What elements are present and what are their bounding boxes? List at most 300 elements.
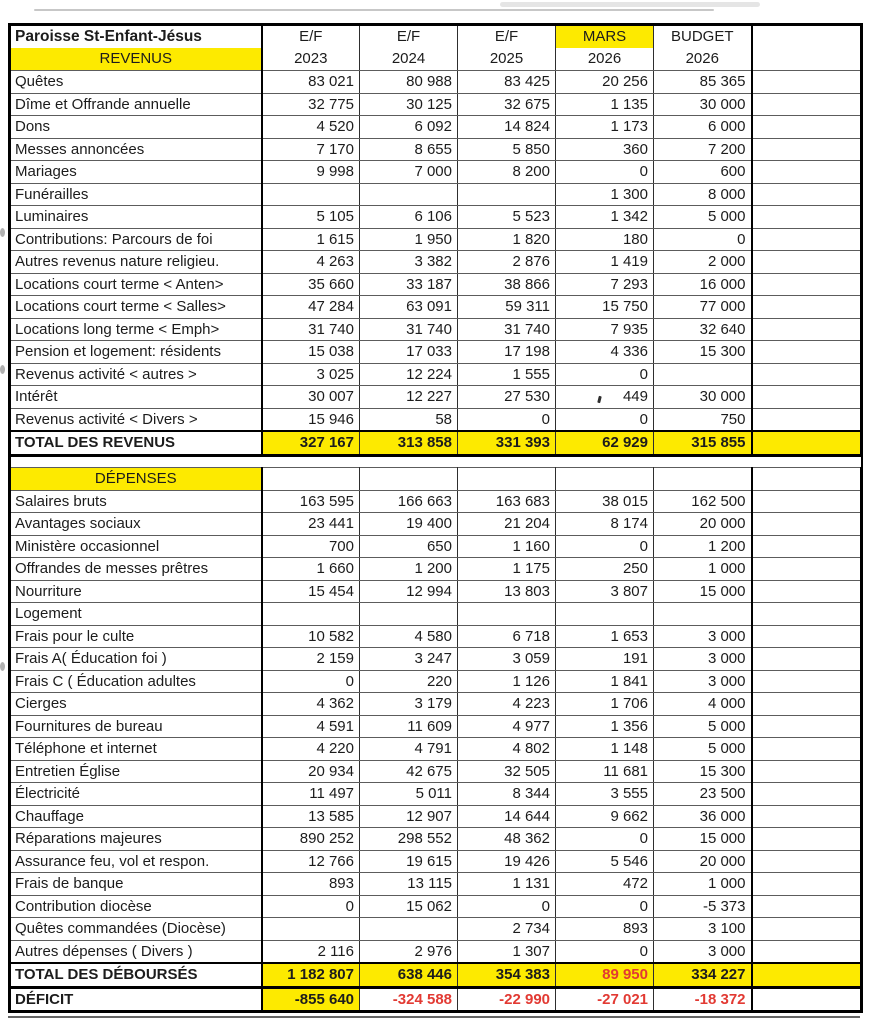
row-label: Intérêt [10, 386, 262, 409]
cell-mars-2026: 1 342 [556, 206, 654, 229]
table-row [10, 183, 862, 206]
table-row [10, 318, 862, 341]
cell-budget-2026: 5 000 [654, 206, 752, 229]
row-label: Dîme et Offrande annuelle [10, 93, 262, 116]
cell-empty [752, 273, 862, 296]
cell-ef-2024: 12 227 [360, 386, 458, 409]
row-label: Luminaires [10, 206, 262, 229]
cell-mars-2026: 0 [556, 895, 654, 918]
row-label: Locations court terme < Anten> [10, 273, 262, 296]
cell-ef-2025: 354 383 [458, 963, 556, 987]
cell-empty [752, 183, 862, 206]
table-row [10, 940, 862, 963]
table-row [10, 828, 862, 851]
cell-empty [752, 206, 862, 229]
cell-ef-2024: 638 446 [360, 963, 458, 987]
table-body [10, 71, 862, 1012]
org-title: Paroisse St-Enfant-Jésus [15, 28, 202, 45]
table-row [10, 363, 862, 386]
cell-ef-2023: 700 [262, 535, 360, 558]
row-label: Dons [10, 116, 262, 139]
cell-ef-2023 [262, 183, 360, 206]
cell-budget-2026: 4 000 [654, 693, 752, 716]
cell-budget-2026: 3 000 [654, 625, 752, 648]
table-row [10, 760, 862, 783]
table-row [10, 386, 862, 409]
cell-ef-2023: 4 591 [262, 715, 360, 738]
cell-empty [752, 138, 862, 161]
row-label: Électricité [10, 783, 262, 806]
cell-ef-2023: 11 497 [262, 783, 360, 806]
cell-empty [752, 228, 862, 251]
table-row [10, 535, 862, 558]
cell-empty [752, 71, 862, 94]
cell-mars-2026: 20 256 [556, 71, 654, 94]
cell-ef-2024: 1 950 [360, 228, 458, 251]
scan-artifact [34, 9, 714, 11]
row-label: Revenus activité < Divers > [10, 408, 262, 431]
cell-ef-2024: 4 791 [360, 738, 458, 761]
table-row [10, 206, 862, 229]
table-row [10, 895, 862, 918]
cell-ef-2025: 2 734 [458, 918, 556, 941]
cell-empty [752, 161, 862, 184]
cell-mars-2026: 11 681 [556, 760, 654, 783]
cell-empty [752, 341, 862, 364]
cell-ef-2023: 83 021 [262, 71, 360, 94]
row-label: Téléphone et internet [10, 738, 262, 761]
table-row [10, 161, 862, 184]
row-label: Revenus activité < autres > [10, 363, 262, 386]
cell-mars-2026 [556, 603, 654, 626]
cell-ef-2025: 17 198 [458, 341, 556, 364]
row-label: Salaires bruts [10, 490, 262, 513]
budget-sheet [8, 23, 863, 1018]
cell-empty [752, 760, 862, 783]
table-row [10, 273, 862, 296]
cell-budget-2026: 77 000 [654, 296, 752, 319]
table-bottom-rule [8, 1016, 860, 1018]
cell-ef-2024 [360, 467, 458, 490]
cell-mars-2026: 180 [556, 228, 654, 251]
cell-ef-2025: 21 204 [458, 513, 556, 536]
cell-ef-2023: 15 946 [262, 408, 360, 431]
cell-ef-2023 [262, 467, 360, 490]
cell-ef-2023: 32 775 [262, 93, 360, 116]
cell-empty [752, 625, 862, 648]
cell-budget-2026: 16 000 [654, 273, 752, 296]
cell-ef-2023: 31 740 [262, 318, 360, 341]
cell-ef-2024: 3 179 [360, 693, 458, 716]
cell-budget-2026: 7 200 [654, 138, 752, 161]
row-label: Contributions: Parcours de foi [10, 228, 262, 251]
cell-ef-2024: 220 [360, 670, 458, 693]
row-label: Locations long terme < Emph> [10, 318, 262, 341]
row-label: Quêtes [10, 71, 262, 94]
col-header-ef-2025: E/F 2025 [458, 25, 556, 71]
cell-budget-2026: 3 100 [654, 918, 752, 941]
col-header-ef-2023: E/F 2023 [262, 25, 360, 71]
cell-empty [752, 850, 862, 873]
cell-ef-2024: 1 200 [360, 558, 458, 581]
cell-mars-2026: 1 841 [556, 670, 654, 693]
revenus-section-label: REVENUS [11, 48, 261, 70]
table-row [10, 71, 862, 94]
cell-ef-2025: 2 876 [458, 251, 556, 274]
table-row [10, 873, 862, 896]
cell-ef-2024: 19 400 [360, 513, 458, 536]
cell-budget-2026: 32 640 [654, 318, 752, 341]
cell-ef-2025: 5 850 [458, 138, 556, 161]
cell-mars-2026: 0 [556, 940, 654, 963]
cell-budget-2026: 36 000 [654, 805, 752, 828]
cell-ef-2023: 893 [262, 873, 360, 896]
cell-empty [752, 738, 862, 761]
cell-ef-2024 [360, 603, 458, 626]
row-label: Offrandes de messes prêtres [10, 558, 262, 581]
row-label: TOTAL DES DÉBOURSÉS [10, 963, 262, 987]
cell-empty [752, 603, 862, 626]
cell-budget-2026: 3 000 [654, 648, 752, 671]
cell-mars-2026: 1 419 [556, 251, 654, 274]
cell-ef-2025: 59 311 [458, 296, 556, 319]
cell-ef-2025: 0 [458, 895, 556, 918]
cell-ef-2024: 5 011 [360, 783, 458, 806]
row-label: Logement [10, 603, 262, 626]
cell-ef-2025: 32 675 [458, 93, 556, 116]
cell-empty [752, 895, 862, 918]
row-label: Mariages [10, 161, 262, 184]
cell-ef-2023: 4 520 [262, 116, 360, 139]
col-header-mars-2026: MARS 2026 [556, 25, 654, 71]
cell-empty [752, 963, 862, 987]
cell-budget-2026: 20 000 [654, 513, 752, 536]
cell-ef-2025: 1 126 [458, 670, 556, 693]
cell-mars-2026: 9 662 [556, 805, 654, 828]
cell-budget-2026: 20 000 [654, 850, 752, 873]
table-row [10, 558, 862, 581]
cell-ef-2024: 6 106 [360, 206, 458, 229]
cell-budget-2026: 600 [654, 161, 752, 184]
table-row [10, 738, 862, 761]
cell-mars-2026: 4 336 [556, 341, 654, 364]
cell-ef-2025 [458, 603, 556, 626]
row-label: Fournitures de bureau [10, 715, 262, 738]
cell-mars-2026: 15 750 [556, 296, 654, 319]
cell-mars-2026: 472 [556, 873, 654, 896]
table-row [10, 513, 862, 536]
cell-mars-2026: -27 021 [556, 987, 654, 1012]
section-gap [10, 455, 862, 467]
cell-ef-2025: 1 307 [458, 940, 556, 963]
table-row [10, 116, 862, 139]
depenses-section-row [10, 467, 862, 490]
cell-ef-2025: 1 820 [458, 228, 556, 251]
cell-ef-2024: 3 247 [360, 648, 458, 671]
cell-mars-2026: 89 950 [556, 963, 654, 987]
cell-ef-2025: -22 990 [458, 987, 556, 1012]
cell-ef-2025: 8 344 [458, 783, 556, 806]
cell-ef-2025: 4 223 [458, 693, 556, 716]
cell-empty [752, 580, 862, 603]
total-debourses-row [10, 963, 862, 987]
row-label: Quêtes commandées (Diocèse) [10, 918, 262, 941]
cell-empty [752, 93, 862, 116]
cell-ef-2023: 1 182 807 [262, 963, 360, 987]
cell-ef-2023: 4 263 [262, 251, 360, 274]
cell-budget-2026: 315 855 [654, 431, 752, 455]
cell-ef-2024: 650 [360, 535, 458, 558]
cell-budget-2026 [654, 467, 752, 490]
cell-ef-2025: 31 740 [458, 318, 556, 341]
row-label: DÉFICIT [10, 987, 262, 1012]
section-gap-cell [10, 455, 862, 467]
table-row [10, 296, 862, 319]
cell-ef-2023: 9 998 [262, 161, 360, 184]
cell-ef-2025: 0 [458, 408, 556, 431]
cell-mars-2026: 893 [556, 918, 654, 941]
row-label: Autres revenus nature religieu. [10, 251, 262, 274]
cell-empty [752, 408, 862, 431]
cell-mars-2026: 7 293 [556, 273, 654, 296]
cell-ef-2023: 23 441 [262, 513, 360, 536]
cell-ef-2023: 35 660 [262, 273, 360, 296]
cell-empty [752, 693, 862, 716]
cell-ef-2025: 1 160 [458, 535, 556, 558]
cell-ef-2025: 8 200 [458, 161, 556, 184]
row-label: Pension et logement: résidents [10, 341, 262, 364]
cell-ef-2024: 80 988 [360, 71, 458, 94]
cell-ef-2024: 17 033 [360, 341, 458, 364]
cell-ef-2023: 10 582 [262, 625, 360, 648]
cell-ef-2023: 0 [262, 895, 360, 918]
scan-artifact [0, 365, 5, 374]
scan-artifact [0, 228, 5, 237]
cell-ef-2025: 4 977 [458, 715, 556, 738]
cell-ef-2025: 27 530 [458, 386, 556, 409]
cell-ef-2024 [360, 918, 458, 941]
cell-ef-2025: 1 175 [458, 558, 556, 581]
cell-ef-2025: 6 718 [458, 625, 556, 648]
cell-empty [752, 535, 862, 558]
row-label: Chauffage [10, 805, 262, 828]
cell-ef-2024: 7 000 [360, 161, 458, 184]
row-label: Entretien Église [10, 760, 262, 783]
col-header-budget-2026: BUDGET 2026 [654, 25, 752, 71]
cell-mars-2026: 1 706 [556, 693, 654, 716]
cell-ef-2023: 163 595 [262, 490, 360, 513]
cell-ef-2025: 48 362 [458, 828, 556, 851]
cell-ef-2023: 12 766 [262, 850, 360, 873]
cell-ef-2025: 331 393 [458, 431, 556, 455]
cell-budget-2026: 5 000 [654, 715, 752, 738]
table-row [10, 693, 862, 716]
cell-ef-2023: 4 362 [262, 693, 360, 716]
cell-mars-2026: 250 [556, 558, 654, 581]
cell-budget-2026: -5 373 [654, 895, 752, 918]
cell-ef-2023: 2 159 [262, 648, 360, 671]
cell-empty [752, 940, 862, 963]
cell-ef-2024: 33 187 [360, 273, 458, 296]
cell-budget-2026: 15 300 [654, 341, 752, 364]
cell-mars-2026: 1 173 [556, 116, 654, 139]
cell-ef-2024 [360, 183, 458, 206]
table-row [10, 783, 862, 806]
row-label: Frais pour le culte [10, 625, 262, 648]
cell-mars-2026: 8 174 [556, 513, 654, 536]
cell-empty [752, 296, 862, 319]
cell-budget-2026: 5 000 [654, 738, 752, 761]
cell-budget-2026 [654, 603, 752, 626]
row-label: Locations court terme < Salles> [10, 296, 262, 319]
cell-budget-2026: 750 [654, 408, 752, 431]
cell-ef-2023: 7 170 [262, 138, 360, 161]
table-row [10, 715, 862, 738]
table-row [10, 251, 862, 274]
cell-empty [752, 467, 862, 490]
cell-empty [752, 363, 862, 386]
cell-ef-2025: 13 803 [458, 580, 556, 603]
cell-empty [752, 715, 862, 738]
row-label: Contribution diocèse [10, 895, 262, 918]
cell-budget-2026: 30 000 [654, 386, 752, 409]
cell-ef-2024: 12 907 [360, 805, 458, 828]
cell-budget-2026: 3 000 [654, 670, 752, 693]
row-label: TOTAL DES REVENUS [10, 431, 262, 455]
cell-ef-2025: 32 505 [458, 760, 556, 783]
cell-ef-2023: 0 [262, 670, 360, 693]
cell-mars-2026: 360 [556, 138, 654, 161]
total-revenus-row [10, 431, 862, 455]
cell-empty [752, 116, 862, 139]
cell-mars-2026 [556, 467, 654, 490]
row-label: Frais de banque [10, 873, 262, 896]
cell-ef-2025: 1 131 [458, 873, 556, 896]
cell-ef-2025 [458, 467, 556, 490]
cell-ef-2024: 13 115 [360, 873, 458, 896]
cell-ef-2025: 14 824 [458, 116, 556, 139]
cell-ef-2023: 15 038 [262, 341, 360, 364]
row-label: Cierges [10, 693, 262, 716]
cell-budget-2026: 85 365 [654, 71, 752, 94]
cell-mars-2026: 0 [556, 363, 654, 386]
cell-ef-2023: 20 934 [262, 760, 360, 783]
cell-budget-2026: 8 000 [654, 183, 752, 206]
cell-mars-2026: 0 [556, 408, 654, 431]
cell-ef-2024: 58 [360, 408, 458, 431]
cell-mars-2026: 1 356 [556, 715, 654, 738]
row-label: Frais A( Éducation foi ) [10, 648, 262, 671]
cell-empty [752, 805, 862, 828]
cell-budget-2026: 1 200 [654, 535, 752, 558]
cell-ef-2025: 5 523 [458, 206, 556, 229]
row-label: Messes annoncées [10, 138, 262, 161]
cell-ef-2024: 63 091 [360, 296, 458, 319]
cell-ef-2023: 5 105 [262, 206, 360, 229]
cell-ef-2024: 298 552 [360, 828, 458, 851]
cell-budget-2026: 1 000 [654, 873, 752, 896]
cell-empty [752, 648, 862, 671]
scan-artifact [0, 662, 5, 671]
cell-budget-2026: 1 000 [654, 558, 752, 581]
table-row [10, 850, 862, 873]
cell-mars-2026: 0 [556, 161, 654, 184]
cell-empty [752, 828, 862, 851]
table-row [10, 648, 862, 671]
cell-empty [752, 873, 862, 896]
cell-empty [752, 918, 862, 941]
cell-empty [752, 987, 862, 1012]
cell-ef-2024: 31 740 [360, 318, 458, 341]
col-header-empty [752, 25, 862, 71]
cell-empty [752, 783, 862, 806]
table-row [10, 918, 862, 941]
table-row [10, 408, 862, 431]
deficit-row [10, 987, 862, 1012]
table-row [10, 670, 862, 693]
row-label: Réparations majeures [10, 828, 262, 851]
cell-mars-2026: 449 [556, 386, 654, 409]
table-row [10, 490, 862, 513]
cell-ef-2024: 3 382 [360, 251, 458, 274]
row-label: Ministère occasionnel [10, 535, 262, 558]
cell-ef-2023 [262, 603, 360, 626]
cell-ef-2023: 1 660 [262, 558, 360, 581]
cell-budget-2026: -18 372 [654, 987, 752, 1012]
cell-ef-2024: 11 609 [360, 715, 458, 738]
cell-ef-2025 [458, 183, 556, 206]
row-label: Nourriture [10, 580, 262, 603]
scan-artifact [500, 2, 760, 7]
cell-ef-2025: 163 683 [458, 490, 556, 513]
cell-ef-2025: 1 555 [458, 363, 556, 386]
cell-ef-2023: 327 167 [262, 431, 360, 455]
cell-ef-2025: 83 425 [458, 71, 556, 94]
cell-mars-2026: 3 807 [556, 580, 654, 603]
cell-budget-2026: 3 000 [654, 940, 752, 963]
row-label: Autres dépenses ( Divers ) [10, 940, 262, 963]
cell-mars-2026: 1 300 [556, 183, 654, 206]
cell-ef-2023: -855 640 [262, 987, 360, 1012]
cell-ef-2024: 15 062 [360, 895, 458, 918]
cell-budget-2026: 2 000 [654, 251, 752, 274]
table-row [10, 93, 862, 116]
table-row [10, 805, 862, 828]
cell-ef-2023: 15 454 [262, 580, 360, 603]
table-row [10, 580, 862, 603]
header-label-cell [10, 25, 262, 71]
table-row [10, 625, 862, 648]
cell-budget-2026: 15 000 [654, 828, 752, 851]
cell-empty [752, 558, 862, 581]
cell-mars-2026: 7 935 [556, 318, 654, 341]
cell-ef-2025: 19 426 [458, 850, 556, 873]
cell-ef-2024: 4 580 [360, 625, 458, 648]
cell-ef-2024: 12 994 [360, 580, 458, 603]
cell-mars-2026: 62 929 [556, 431, 654, 455]
cell-empty [752, 513, 862, 536]
cell-ef-2024: 166 663 [360, 490, 458, 513]
row-label: DÉPENSES [10, 467, 262, 490]
cell-ef-2023: 4 220 [262, 738, 360, 761]
cell-mars-2026: 3 555 [556, 783, 654, 806]
cell-mars-2026: 1 135 [556, 93, 654, 116]
cell-budget-2026: 15 300 [654, 760, 752, 783]
cell-ef-2024: -324 588 [360, 987, 458, 1012]
cell-mars-2026: 0 [556, 535, 654, 558]
cell-ef-2024: 42 675 [360, 760, 458, 783]
cell-ef-2024: 6 092 [360, 116, 458, 139]
